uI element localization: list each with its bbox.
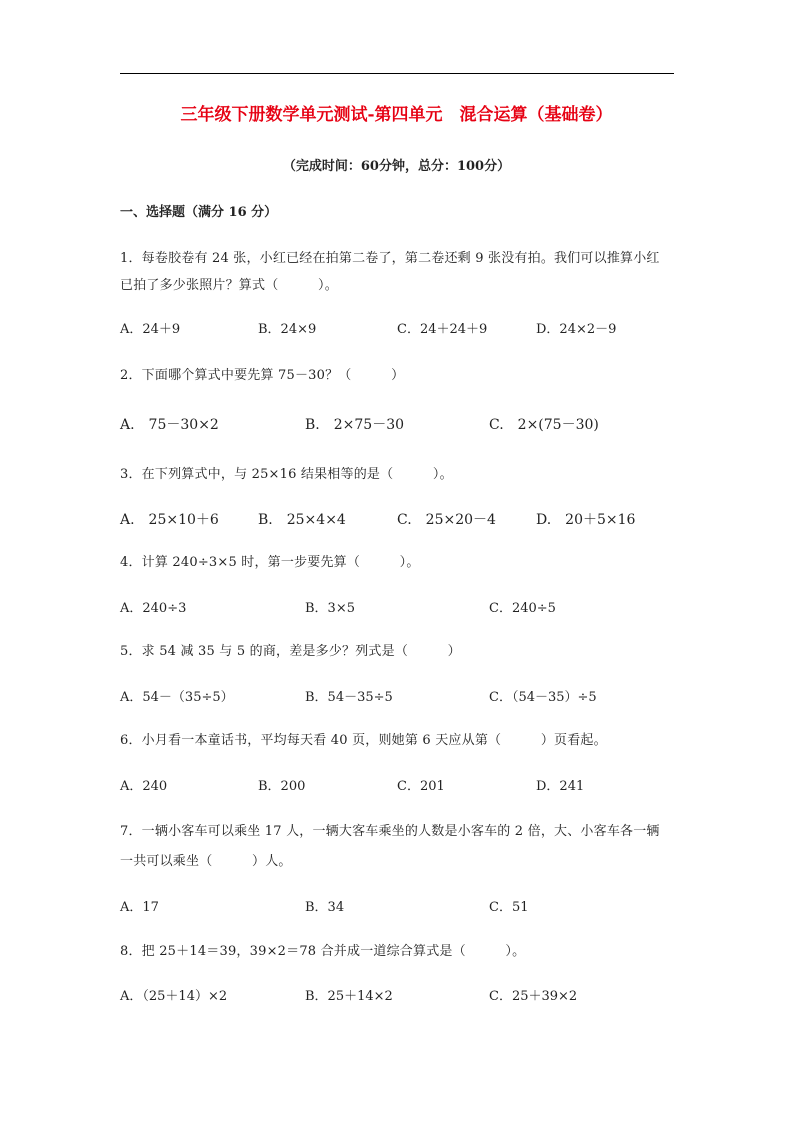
question-5-text: 5．求 54 减 35 与 5 的商，差是多少？列式是（ ） [120, 644, 461, 659]
exam-info: （完成时间：60分钟，总分：100分） [282, 159, 511, 174]
option-c[interactable]: C. 25×20－4 [397, 512, 496, 528]
option-b[interactable]: B．54－35÷5 [305, 690, 393, 705]
option-a[interactable]: A．240 [120, 779, 168, 794]
option-b[interactable]: B. 2×75－30 [305, 417, 405, 433]
option-c[interactable]: C．24＋24＋9 [397, 322, 488, 337]
header-rule [120, 73, 674, 74]
option-d[interactable]: D．241 [536, 779, 585, 794]
question-7-options [120, 898, 680, 918]
option-a[interactable]: A. 25×10＋6 [120, 512, 219, 528]
question-8-options [120, 987, 680, 1007]
option-a[interactable]: A．17 [120, 900, 159, 915]
option-b[interactable]: B．200 [258, 779, 306, 794]
option-b[interactable]: B．24×9 [258, 322, 317, 337]
option-a[interactable]: A．24＋9 [120, 322, 181, 337]
question-8-text: 8．把 25＋14＝39，39×2＝78 合并成一道综合算式是（ ）。 [120, 944, 526, 959]
option-b[interactable]: B．3×5 [305, 601, 355, 616]
option-c[interactable]: C．25＋39×2 [489, 989, 578, 1004]
option-c[interactable]: C．（54－35）÷5 [489, 690, 597, 705]
question-1-text-cont: 已拍了多少张照片？算式（ ）。 [120, 278, 338, 293]
question-6-text: 6．小月看一本童话书，平均每天看 40 页，则她第 6 天应从第（ ）页看起。 [120, 733, 607, 748]
question-3-options [120, 510, 680, 530]
option-a[interactable]: A．（25＋14）×2 [120, 989, 228, 1004]
option-c[interactable]: C. 2×(75－30) [489, 417, 599, 433]
question-4-options [120, 599, 680, 619]
question-1-text: 1．每卷胶卷有 24 张，小红已经在拍第二卷了，第二卷还剩 9 张没有拍。我们可以推算小红 [120, 251, 660, 266]
option-c[interactable]: C．201 [397, 779, 445, 794]
option-b[interactable]: B. 25×4×4 [258, 512, 346, 528]
option-a[interactable]: A．240÷3 [120, 601, 187, 616]
question-6-options [120, 777, 680, 797]
question-2-text: 2．下面哪个算式中要先算 75－30？（ ） [120, 368, 405, 383]
page-title: 三年级下册数学单元测试-第四单元 混合运算（基础卷） [180, 105, 613, 125]
option-c[interactable]: C．51 [489, 900, 529, 915]
option-a[interactable]: A．54－（35÷5） [120, 690, 234, 705]
question-7-text-cont: 一共可以乘坐（ ）人。 [120, 854, 292, 869]
option-c[interactable]: C．240÷5 [489, 601, 556, 616]
option-b[interactable]: B．34 [305, 900, 345, 915]
question-4-text: 4．计算 240÷3×5 时，第一步要先算（ ）。 [120, 555, 420, 570]
option-a[interactable]: A. 75－30×2 [120, 417, 219, 433]
question-2-options [120, 415, 680, 435]
option-d[interactable]: D．24×2－9 [536, 322, 617, 337]
section-heading: 一、选择题（满分 16 分） [120, 205, 278, 220]
question-3-text: 3．在下列算式中，与 25×16 结果相等的是（ ）。 [120, 467, 453, 482]
question-5-options [120, 688, 680, 708]
question-7-text: 7．一辆小客车可以乘坐 17 人，一辆大客车乘坐的人数是小客车的 2 倍，大、小客车各一辆 [120, 824, 660, 839]
option-d[interactable]: D. 20＋5×16 [536, 512, 636, 528]
question-1-options [120, 320, 680, 340]
option-b[interactable]: B．25＋14×2 [305, 989, 393, 1004]
